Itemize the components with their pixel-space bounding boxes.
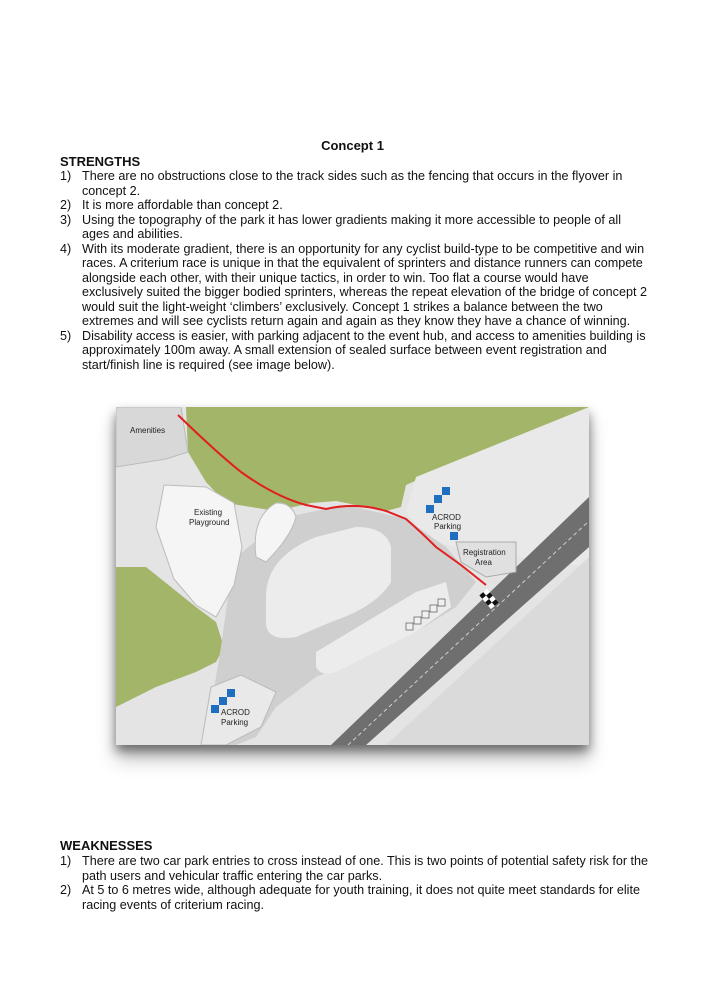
item-text: Disability access is easier, with parking adjacent to the event hub, and access to amenities building is approximately 100m away. A small extension of sealed surface between event registration and start/finish line is required (see image below). xyxy=(82,328,646,372)
item-text: It is more affordable than concept 2. xyxy=(82,198,283,212)
label-acrod-top-1: ACROD xyxy=(432,513,461,522)
item-text: Using the topography of the park it has lower gradients making it more accessible to people of all ages and abilities. xyxy=(82,212,622,241)
label-acrod-bottom-1: ACROD xyxy=(221,708,250,717)
strengths-list xyxy=(60,169,650,372)
list-item xyxy=(60,854,650,883)
item-text: There are no obstructions close to the track sides such as the fencing that occurs in the flyover in concept 2. xyxy=(82,169,623,198)
list-item xyxy=(60,169,650,198)
list-item xyxy=(60,329,650,373)
item-number: 1) xyxy=(60,854,72,868)
list-item xyxy=(60,213,650,242)
item-number: 2) xyxy=(60,198,72,212)
item-number: 3) xyxy=(60,212,72,227)
label-acrod-bottom-2: Parking xyxy=(221,718,249,727)
site-map-drawing xyxy=(116,407,589,745)
item-number: 1) xyxy=(60,169,72,183)
list-item xyxy=(60,883,650,912)
label-playground-1: Existing xyxy=(194,508,223,517)
label-registration-2: Area xyxy=(475,558,492,567)
item-text: There are two car park entries to cross instead of one. This is two points of potential safety risk for the path users and vehicular traffic entering the car parks. xyxy=(82,854,649,883)
item-text: At 5 to 6 metres wide, although adequate for youth training, it does not quite meet standards for elite racing events of criterium racing. xyxy=(82,883,640,912)
list-item xyxy=(60,198,650,213)
item-number: 5) xyxy=(60,328,72,343)
strengths-heading: STRENGTHS xyxy=(60,154,141,169)
weaknesses-list xyxy=(60,854,650,912)
item-text: With its moderate gradient, there is an opportunity for any cyclist build-type to be competitive and win races. A criterium race is unique in that the equivalent of sprinters and distance runners can compete alongside each other, with their unique tactics, in order to win. Too flat a course would have exclusively suited the bigger bodied sprinters, whereas the repeat elevation of the bridge of concept 2 would suit the light-weight ‘climbers’ exclusively. Concept 1 strikes a balance between the two extremes and will see cyclists return again and again as they know they have a chance of winning. xyxy=(82,241,647,328)
page-title: Concept 1 xyxy=(321,138,384,153)
weaknesses-heading: WEAKNESSES xyxy=(60,838,153,853)
item-number: 4) xyxy=(60,241,72,256)
site-map xyxy=(116,407,589,745)
label-amenities: Amenities xyxy=(130,426,166,435)
label-playground-2: Playground xyxy=(189,518,230,527)
label-acrod-top-2: Parking xyxy=(434,522,462,531)
list-item xyxy=(60,242,650,329)
item-number: 2) xyxy=(60,883,72,897)
label-registration-1: Registration xyxy=(463,548,506,557)
